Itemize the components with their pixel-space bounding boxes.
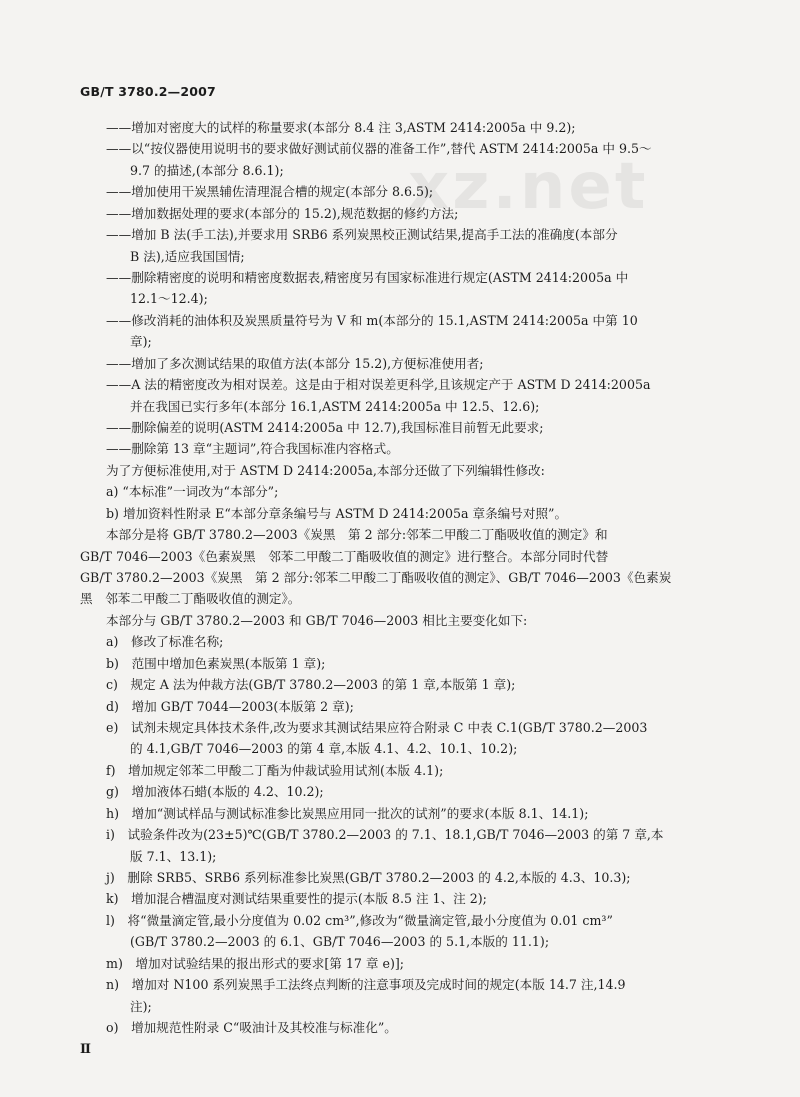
text-line: f) 增加规定邻苯二甲酸二丁酯为仲裁试验用试剂(本版 4.1); (106, 763, 444, 778)
text-line: b) 范围中增加色素炭黑(本版第 1 章); (106, 656, 326, 671)
text-line: n) 增加对 N100 系列炭黑手工法终点判断的注意事项及完成时间的规定(本版 14.7 注,14.9 (106, 977, 626, 992)
text-line: ——删除偏差的说明(ASTM 2414:2005a 中 12.7),我国标准目前暂无此要求; (106, 420, 544, 435)
text-line: d) 增加 GB/T 7044—2003(本版第 2 章); (106, 699, 354, 714)
text-line: 本部分是将 GB/T 3780.2—2003《炭黑 第 2 部分:邻苯二甲酸二丁酯吸收值的测定》和 (106, 527, 608, 542)
text-line: l) 将“微量滴定管,最小分度值为 0.02 cm³”,修改为“微量滴定管,最小分度值为 0.01 cm³” (106, 913, 613, 928)
text-line: ——删除第 13 章“主题词”,符合我国标准内容格式。 (106, 441, 399, 456)
text-line: c) 规定 A 法为仲裁方法(GB/T 3780.2—2003 的第 1 章,本版第 1 章); (106, 677, 516, 692)
text-line: g) 增加液体石蜡(本版的 4.2、10.2); (106, 784, 324, 799)
standard-number-header: GB/T 3780.2—2007 (80, 84, 216, 99)
text-line: 注); (130, 999, 152, 1014)
text-line: 的 4.1,GB/T 7046—2003 的第 4 章,本版 4.1、4.2、10.1、10.2); (130, 741, 518, 756)
page-number: Ⅱ (80, 1042, 91, 1057)
text-line: 并在我国已实行多年(本部分 16.1,ASTM 2414:2005a 中 12.5、12.6); (130, 399, 540, 414)
text-line: j) 删除 SRB5、SRB6 系列标准参比炭黑(GB/T 3780.2—2003 的 4.2,本版的 4.3、10.3); (106, 870, 631, 885)
text-line: 版 7.1、13.1); (130, 849, 217, 864)
text-line: ——增加使用干炭黑辅佐清理混合槽的规定(本部分 8.6.5); (106, 184, 434, 199)
text-line: ——修改消耗的油体积及炭黑质量符号为 V 和 m(本部分的 15.1,ASTM 2414:2005a 中第 10 (106, 313, 638, 328)
text-line: b) 增加资料性附录 E“本部分章条编号与 ASTM D 2414:2005a 章条编号对照”。 (106, 506, 568, 521)
text-line: a) 修改了标准名称; (106, 634, 224, 649)
text-line: 本部分与 GB/T 3780.2—2003 和 GB/T 7046—2003 相比主要变化如下: (106, 613, 528, 628)
text-line: ——增加了多次测试结果的取值方法(本部分 15.2),方便标准使用者; (106, 356, 484, 371)
text-line: a) “本标准”一词改为“本部分”; (106, 484, 279, 499)
text-line: GB/T 3780.2—2003《炭黑 第 2 部分:邻苯二甲酸二丁酯吸收值的测定》、GB/T 7046—2003《色素炭 (80, 570, 672, 585)
text-line: 为了方便标准使用,对于 ASTM D 2414:2005a,本部分还做了下列编辑性修改: (106, 463, 545, 478)
text-line: ——以“按仪器使用说明书的要求做好测试前仪器的准备工作”,替代 ASTM 2414:2005a 中 9.5～ (106, 141, 652, 156)
text-line: o) 增加规范性附录 C“吸油计及其校准与标准化”。 (106, 1020, 397, 1035)
text-line: ——增加数据处理的要求(本部分的 15.2),规范数据的修约方法; (106, 206, 459, 221)
text-line: GB/T 7046—2003《色素炭黑 邻苯二甲酸二丁酯吸收值的测定》进行整合。本部分同时代替 (80, 549, 609, 564)
text-line: 黑 邻苯二甲酸二丁酯吸收值的测定》。 (80, 591, 301, 606)
text-line: i) 试验条件改为(23±5)℃(GB/T 3780.2—2003 的 7.1、18.1,GB/T 7046—2003 的第 7 章,本 (106, 827, 664, 842)
text-line: 章); (130, 334, 152, 349)
text-line: (GB/T 3780.2—2003 的 6.1、GB/T 7046—2003 的 5.1,本版的 11.1); (130, 934, 550, 949)
text-line: ——A 法的精密度改为相对误差。这是由于相对误差更科学,且该规定产于 ASTM D 2414:2005a (106, 377, 651, 392)
text-line: ——增加 B 法(手工法),并要求用 SRB6 系列炭黑校正测试结果,提高手工法的准确度(本部分 (106, 227, 618, 242)
text-line: m) 增加对试验结果的报出形式的要求[第 17 章 e)]; (106, 956, 405, 971)
text-line: B 法),适应我国国情; (130, 249, 245, 264)
text-line: k) 增加混合槽温度对测试结果重要性的提示(本版 8.5 注 1、注 2); (106, 891, 487, 906)
text-line: ——增加对密度大的试样的称量要求(本部分 8.4 注 3,ASTM 2414:2005a 中 9.2); (106, 120, 576, 135)
text-line: h) 增加“测试样品与测试标准参比炭黑应用同一批次的试剂”的要求(本版 8.1、14.1); (106, 806, 589, 821)
text-line: ——删除精密度的说明和精密度数据表,精密度另有国家标准进行规定(ASTM 2414:2005a 中 (106, 270, 629, 285)
text-line: e) 试剂未规定具体技术条件,改为要求其测试结果应符合附录 C 中表 C.1(GB/T 3780.2—2003 (106, 720, 648, 735)
watermark: xz.net (408, 150, 649, 224)
text-line: 12.1～12.4); (130, 291, 208, 306)
text-line: 9.7 的描述,(本部分 8.6.1); (130, 163, 284, 178)
